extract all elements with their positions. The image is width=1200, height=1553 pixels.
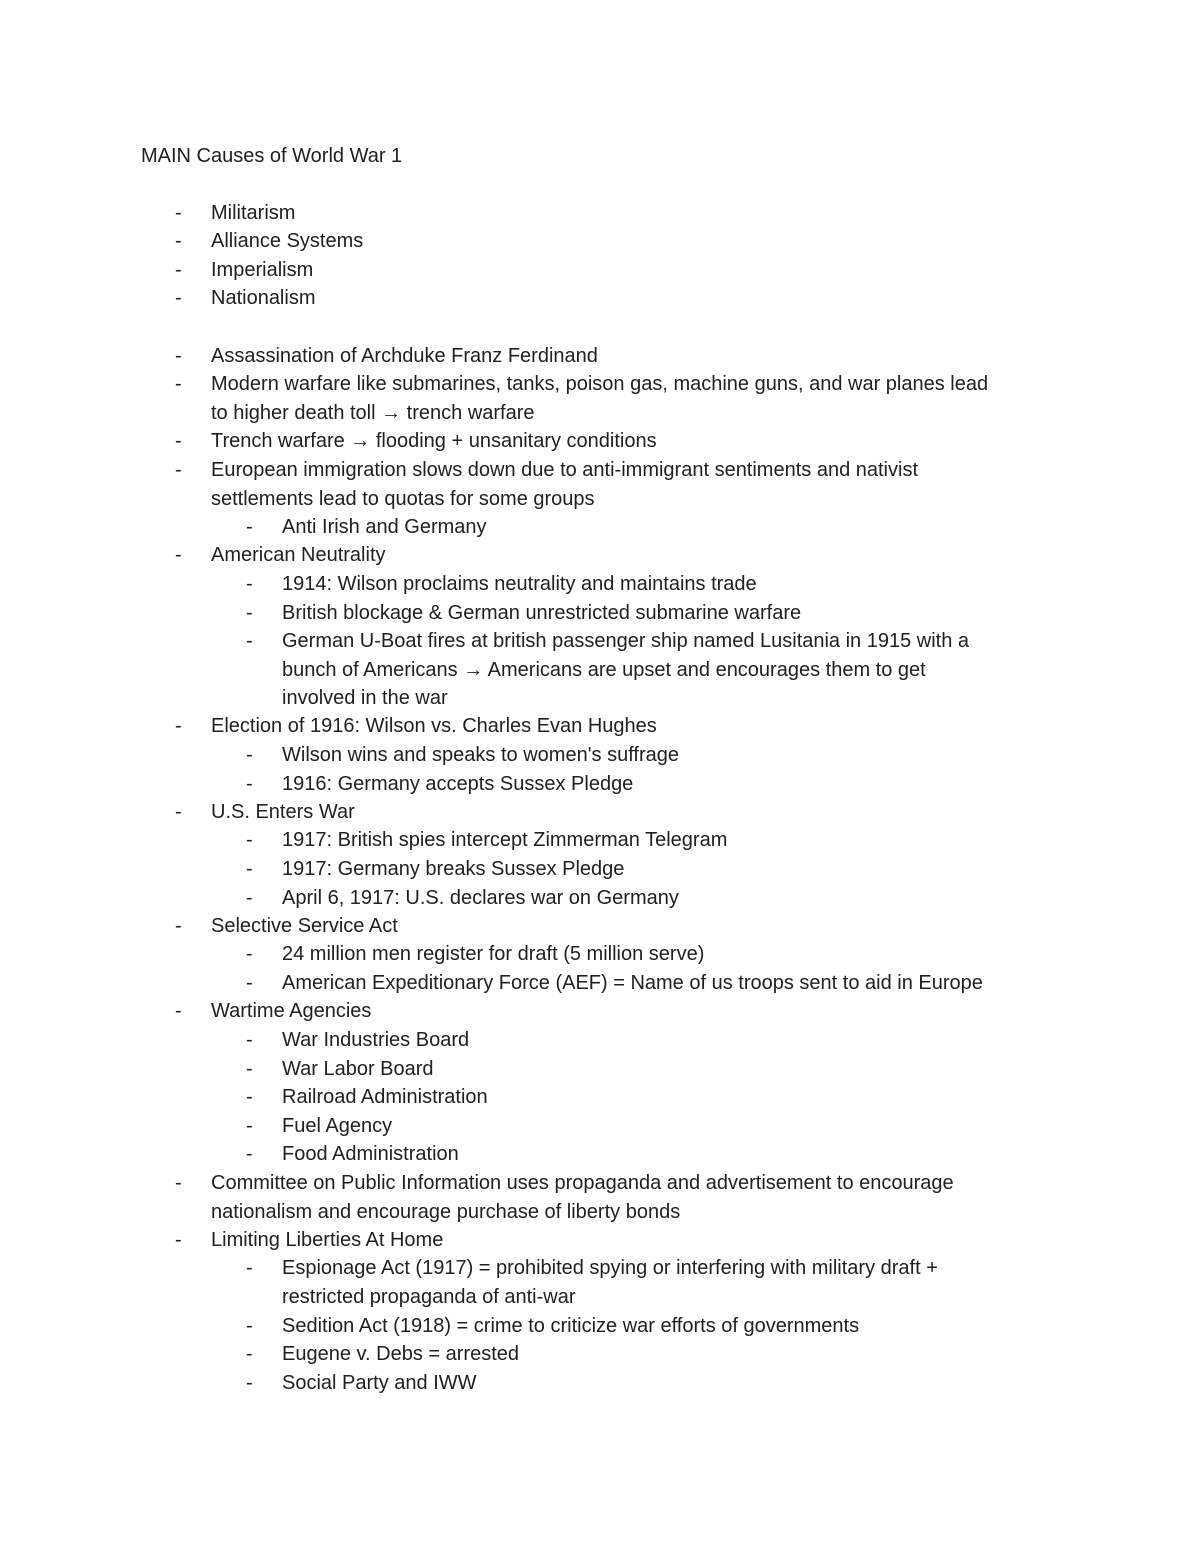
document-title: MAIN Causes of World War 1 bbox=[141, 145, 403, 167]
bullet-dash: - bbox=[246, 1086, 253, 1108]
bullet-dash: - bbox=[246, 1257, 253, 1279]
list-item-text: British blockage & German unrestricted submarine warfare bbox=[282, 602, 802, 624]
list-item-text: War Industries Board bbox=[282, 1029, 470, 1051]
list-item-text: 24 million men register for draft (5 million serve) bbox=[282, 943, 705, 965]
bullet-dash: - bbox=[246, 858, 253, 880]
list-item-text: involved in the war bbox=[282, 687, 448, 709]
list-item-text: Sedition Act (1918) = crime to criticize war efforts of governments bbox=[282, 1315, 860, 1337]
bullet-dash: - bbox=[175, 373, 182, 395]
bullet-dash: - bbox=[175, 430, 182, 452]
bullet-dash: - bbox=[246, 1315, 253, 1337]
list-item-text: Militarism bbox=[211, 202, 296, 224]
list-item-text: American Neutrality bbox=[211, 544, 386, 566]
bullet-dash: - bbox=[175, 345, 182, 367]
list-item-text: American Expeditionary Force (AEF) = Name of us troops sent to aid in Europe bbox=[282, 972, 983, 994]
list-item-text: Alliance Systems bbox=[211, 230, 364, 252]
list-item-text: German U-Boat fires at british passenger ship named Lusitania in 1915 with a bbox=[282, 630, 970, 652]
list-item-text: Eugene v. Debs = arrested bbox=[282, 1343, 519, 1365]
bullet-dash: - bbox=[246, 602, 253, 624]
bullet-dash: - bbox=[246, 972, 253, 994]
bullet-dash: - bbox=[246, 1372, 253, 1394]
list-item-text: restricted propaganda of anti-war bbox=[282, 1286, 576, 1308]
list-item-text: Anti Irish and Germany bbox=[282, 516, 487, 538]
bullet-dash: - bbox=[175, 801, 182, 823]
bullet-dash: - bbox=[246, 1058, 253, 1080]
bullet-dash: - bbox=[175, 544, 182, 566]
list-item-text: Nationalism bbox=[211, 287, 316, 309]
bullet-dash: - bbox=[246, 516, 253, 538]
list-item-text: Wilson wins and speaks to women's suffrage bbox=[282, 744, 679, 766]
bullet-dash: - bbox=[175, 230, 182, 252]
list-item-text: nationalism and encourage purchase of liberty bonds bbox=[211, 1201, 681, 1223]
bullet-dash: - bbox=[175, 287, 182, 309]
bullet-dash: - bbox=[175, 915, 182, 937]
list-item-text: European immigration slows down due to anti-immigrant sentiments and nativist bbox=[211, 459, 919, 481]
list-item-text: to higher death toll → trench warfare bbox=[211, 402, 535, 424]
list-item-text: 1917: Germany breaks Sussex Pledge bbox=[282, 858, 625, 880]
list-item-text: Limiting Liberties At Home bbox=[211, 1229, 444, 1251]
list-item-text: U.S. Enters War bbox=[211, 801, 355, 823]
list-item-text: settlements lead to quotas for some groups bbox=[211, 488, 595, 510]
list-item-text: 1914: Wilson proclaims neutrality and maintains trade bbox=[282, 573, 757, 595]
bullet-dash: - bbox=[246, 887, 253, 909]
list-item-text: Election of 1916: Wilson vs. Charles Evan Hughes bbox=[211, 715, 657, 737]
list-item-text: Social Party and IWW bbox=[282, 1372, 477, 1394]
list-item-text: Committee on Public Information uses propaganda and advertisement to encourage bbox=[211, 1172, 954, 1194]
bullet-dash: - bbox=[175, 1229, 182, 1251]
list-item-text: Espionage Act (1917) = prohibited spying or interfering with military draft + bbox=[282, 1257, 938, 1279]
bullet-dash: - bbox=[175, 202, 182, 224]
bullet-dash: - bbox=[246, 943, 253, 965]
list-item-text: 1917: British spies intercept Zimmerman Telegram bbox=[282, 829, 728, 851]
list-item-text: 1916: Germany accepts Sussex Pledge bbox=[282, 773, 634, 795]
bullet-dash: - bbox=[246, 573, 253, 595]
bullet-dash: - bbox=[246, 1143, 253, 1165]
list-item-text: Railroad Administration bbox=[282, 1086, 488, 1108]
list-item-text: Selective Service Act bbox=[211, 915, 398, 937]
list-item-text: bunch of Americans → Americans are upset and encourages them to get bbox=[282, 659, 926, 681]
list-item-text: Imperialism bbox=[211, 259, 314, 281]
bullet-dash: - bbox=[246, 773, 253, 795]
list-item-text: Fuel Agency bbox=[282, 1115, 393, 1137]
bullet-dash: - bbox=[246, 1343, 253, 1365]
bullet-dash: - bbox=[246, 744, 253, 766]
bullet-dash: - bbox=[175, 259, 182, 281]
bullet-dash: - bbox=[246, 630, 253, 652]
list-item-text: Assassination of Archduke Franz Ferdinand bbox=[211, 345, 598, 367]
bullet-dash: - bbox=[246, 1115, 253, 1137]
list-item-text: Wartime Agencies bbox=[211, 1000, 372, 1022]
list-item-text: Trench warfare → flooding + unsanitary conditions bbox=[211, 430, 657, 452]
list-item-text: Modern warfare like submarines, tanks, poison gas, machine guns, and war planes lead bbox=[211, 373, 989, 395]
bullet-dash: - bbox=[175, 1172, 182, 1194]
bullet-dash: - bbox=[246, 829, 253, 851]
list-item-text: April 6, 1917: U.S. declares war on Germany bbox=[282, 887, 679, 909]
bullet-dash: - bbox=[175, 715, 182, 737]
bullet-dash: - bbox=[175, 459, 182, 481]
bullet-dash: - bbox=[175, 1000, 182, 1022]
bullet-dash: - bbox=[246, 1029, 253, 1051]
list-item-text: Food Administration bbox=[282, 1143, 459, 1165]
list-item-text: War Labor Board bbox=[282, 1058, 434, 1080]
